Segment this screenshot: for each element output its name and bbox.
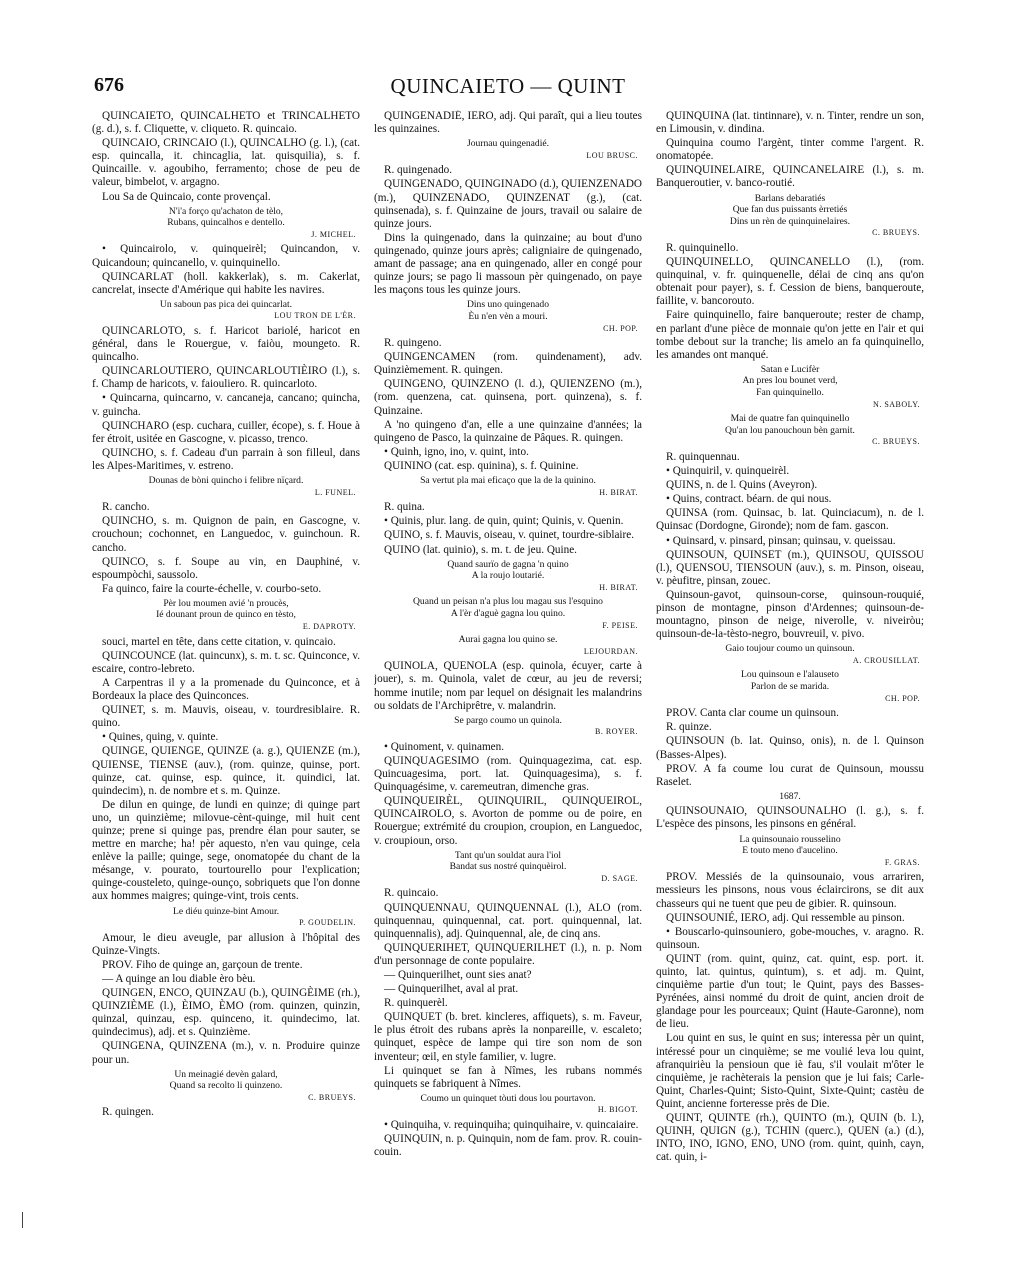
dictionary-entry: PROV. A fa coume lou curat de Quinsoun, moussu Raselet. bbox=[656, 762, 924, 788]
citation-author: F. GRAS. bbox=[884, 857, 920, 867]
citation-author: LOU TRON DE L'ÈR. bbox=[274, 311, 356, 321]
verse-line: Que fan dus puissants èrretiés bbox=[732, 204, 848, 216]
running-head: QUINCAIETO — QUINT bbox=[390, 74, 626, 98]
dictionary-entry: Li quinquet se fan à Nîmes, les rubans nommés quinquets se fabriquent à Nîmes. bbox=[374, 1064, 642, 1090]
verse-line: Barlans debaratiés bbox=[754, 192, 826, 204]
dictionary-entry: R. quingenado. bbox=[384, 164, 453, 177]
verse-line: E touto meno d'aucelino. bbox=[742, 845, 838, 857]
page-number: 676 bbox=[94, 74, 124, 96]
dictionary-entry: Fa quinco, faire la courte-échelle, v. courbo-seto. bbox=[102, 582, 322, 595]
dictionary-entry: QUINCO, s. f. Soupe au vin, en Dauphiné, v. espoumpòchi, saussolo. bbox=[92, 555, 360, 581]
dictionary-entry: QUINCARLOTO, s. f. Haricot bariolé, haricot en général, dans le Rouergue, v. faiòu, moungeto. R. quincalho. bbox=[92, 325, 360, 364]
citation-verse bbox=[374, 559, 642, 594]
verse-line: Dounas de bòni quincho i felibre nïçard. bbox=[148, 475, 304, 487]
verse-line: Gaio toujour coumo un quinsoun. bbox=[725, 643, 855, 655]
dictionary-entry: QUINQUINELLO, QUINCANELLO (l.), (rom. quinquinal, v. fr. quinquenelle, délai de cinq ans qu'on obtenait pour payer), s. f. Cession de biens, banqueroute, faillite, v. bancorouto. bbox=[656, 256, 924, 308]
dictionary-entry: QUINGENADO, QUINGINADO (d.), QUIENZENADO (m.), QUINZENADO, QUINZENAT (g.), (cat. quinsenada), s. f. Quinzaine de jours, travail ou salaire de quinze jours. bbox=[374, 178, 642, 230]
dictionary-entry: QUINO (lat. quinio), s. m. t. de jeu. Quine. bbox=[384, 543, 577, 556]
dictionary-entry: QUINSOUNAIO, QUINSOUNALHO (l. g.), s. f. L'espèce des pinsons, les pinsons en général. bbox=[656, 805, 924, 831]
citation-verse bbox=[656, 193, 924, 239]
citation-verse bbox=[92, 1069, 360, 1104]
dictionary-entry: QUININO (cat. esp. quinina), s. f. Quinine. bbox=[384, 459, 579, 472]
citation-author: D. SAGE. bbox=[601, 873, 638, 883]
verse-line: Ié dounant proun de quinco en tèsto, bbox=[156, 609, 296, 621]
verse-line: Dins un rèn de quinquinelaires. bbox=[729, 215, 851, 227]
dictionary-entry: R. quingen. bbox=[102, 1106, 154, 1119]
verse-line: Pèr lou moumen avié 'n proucès, bbox=[163, 597, 289, 609]
citation-author: A. CROUSILLAT. bbox=[852, 655, 920, 665]
dictionary-entry: • Quinsard, v. pinsard, pinsan; quinsau, v. queissau. bbox=[666, 534, 896, 547]
citation-verse bbox=[92, 475, 360, 498]
dictionary-entry: R. cancho. bbox=[102, 501, 150, 514]
dictionary-entry: • Quinoment, v. quinamen. bbox=[384, 740, 505, 753]
dictionary-entry: — Quinquerilhet, ount sies anat? bbox=[384, 969, 532, 981]
dictionary-entry: QUINCAIO, CRINCAIO (l.), QUINCALHO (g. l.), (cat. esp. quincalla, it. chincaglia, lat. quisquilia), s. f. Quincaille. v. agoubiho, ferramento; chose de peu de valeur, bimbelot, v. argagno. bbox=[92, 137, 360, 189]
citation-author: E. DAPROTY. bbox=[302, 622, 356, 632]
citation-verse bbox=[656, 834, 924, 869]
citation-verse bbox=[656, 669, 924, 704]
dictionary-entry: A Carpentras il y a la promenade du Quinconce, et à Bordeaux la place des Quinconces. bbox=[92, 676, 360, 703]
dictionary-entry: PROV. Fiho de quinge an, garçoun de trente. bbox=[102, 958, 303, 971]
dictionary-entry: • Quincarna, quincarno, v. cancaneja, cancano; quincha, v. guincha. bbox=[92, 392, 360, 418]
dictionary-entry: Amour, le dieu aveugle, par allusion à l'hôpital des Quinze-Vingts. bbox=[92, 931, 360, 957]
dictionary-entry: R. quincaio. bbox=[384, 887, 439, 900]
dictionary-entry: QUINO, s. f. Mauvis, oiseau, v. quinet, tourdre-siblaire. bbox=[384, 529, 635, 542]
dictionary-entry: — Quinquerilhet, aval al prat. bbox=[384, 983, 519, 996]
dictionary-entry: • Quines, quing, v. quinte. bbox=[102, 731, 219, 744]
citation-author: H. BIRAT. bbox=[599, 487, 638, 497]
citation-verse bbox=[92, 906, 360, 929]
citation-verse bbox=[374, 1093, 642, 1116]
dictionary-entry: • Quins, contract. béarn. de qui nous. bbox=[666, 493, 832, 506]
dictionary-entry: A 'no quingeno d'an, elle a une quinzaine d'années; la quingeno de Pasco, la quinzaine de Pâques. R. quingen. bbox=[374, 418, 642, 444]
verse-line: La quinsounaio rousselino bbox=[739, 833, 841, 845]
dictionary-entry: QUINT, QUINTE (rh.), QUINTO (m.), QUIN (b. l.), QUINH, QUIGN (g.), TCHIN (querc.), QUEN (a.) (d.), INTO, INO, IGNO, ENO, UNO (rom. quint, quinh, cayn, cat. quin, i- bbox=[656, 1112, 924, 1164]
dictionary-entry: • Quinh, igno, ino, v. quint, into. bbox=[384, 445, 529, 458]
dictionary-entry: QUINET, s. m. Mauvis, oiseau, v. tourdresiblaire. R. quino. bbox=[92, 704, 360, 730]
verse-line: Quand un peisan n'a plus lou magau sus l'esquino bbox=[413, 596, 603, 608]
dictionary-entry: • Quinquiha, v. requinquiha; quinquihaire, v. quincaiaire. bbox=[384, 1119, 639, 1132]
dictionary-entry: QUINGENA, QUINZENA (m.), v. n. Produire quinze pour un. bbox=[92, 1040, 360, 1066]
citation-verse bbox=[656, 791, 924, 803]
margin-mark bbox=[22, 1212, 23, 1228]
citation-verse bbox=[374, 850, 642, 885]
verse-line: Le diéu quinze-bint Amour. bbox=[172, 905, 280, 917]
page-header bbox=[92, 70, 924, 106]
verse-line: Mai de quatre fan quinquinello bbox=[730, 413, 850, 425]
verse-line: Aurai gagna lou quino se. bbox=[458, 634, 558, 646]
citation-verse bbox=[656, 643, 924, 666]
verse-line: Sa vertut pla mai eficaço que la de la quinino. bbox=[420, 475, 596, 487]
verse-line: Rubans, quincalhos e dentello. bbox=[167, 217, 285, 229]
dictionary-entry: QUINCARLOUTIERO, QUINCARLOUTIÈIRO (l.), s. f. Champ de haricots, v. faiouliero. R. quincarloto. bbox=[92, 365, 360, 391]
dictionary-entry: R. quinquerèl. bbox=[384, 997, 448, 1010]
dictionary-entry: QUINOLA, QUENOLA (esp. quinola, écuyer, carte à jouer), s. m. Quinola, valet de cœur, au jeu de reversi; homme inutile; nom par lequel on désignait les malandrins ou soldats de l'Archiprêtre, v. malandrin. bbox=[374, 660, 642, 712]
dictionary-entry: QUINSA (rom. Quinsac, b. lat. Quinciacum), n. de l. Quinsac (Dordogne, Gironde); nom de fam. gascon. bbox=[656, 507, 924, 533]
dictionary-entry: Faire quinquinello, faire banqueroute; rester de champ, en parlant d'une pièce de monnaie qu'on jette en l'air et qui tombe debout sur la tranche; lis amelo an fa quinquinello, les amandes ont manqué. bbox=[656, 309, 924, 361]
dictionary-entry: Lou quint en sus, le quint en sus; interessa pèr un quint, intéressé pour un cinquième; se me voulié leva lou quint, afranquirièu la pensioun que iè fau, s'il voulait m'ôter le cinquième, je rachèterais la pension que je lui fais; Carle-Quint, Charles-Quint; Sisto-Quint, Sixte-Quint; castèu de Quint, ancienne forteresse près de Die. bbox=[656, 1032, 924, 1110]
citation-author: L. FUNEL. bbox=[314, 487, 356, 497]
citation-verse bbox=[92, 299, 360, 322]
dictionary-entry: QUINCARLAT (holl. kakkerlak), s. m. Cakerlat, cancrelat, insecte d'Amérique qui habite les navires. bbox=[92, 270, 360, 296]
dictionary-entry: QUINQUINELAIRE, QUINCANELAIRE (l.), s. m. Banqueroutier, v. banco-routié. bbox=[656, 164, 924, 190]
citation-author: LOU BRUSC. bbox=[586, 150, 638, 160]
dictionary-entry: QUINCHARO (esp. cuchara, cuiller, écope), s. f. Houe à fer étroit, usitée en Gascogne, v. picasso, trenco. bbox=[92, 419, 360, 445]
dictionary-entry: R. quinze. bbox=[666, 721, 712, 734]
verse-line: A l'èr d'aguè gagna lou quino. bbox=[450, 607, 566, 619]
citation-author: C. BRUEYS. bbox=[308, 1092, 356, 1102]
verse-line: Fan quinquinello. bbox=[756, 386, 824, 398]
dictionary-entry: QUINQUIN, n. p. Quinquin, nom de fam. prov. R. couin-couin. bbox=[374, 1133, 642, 1159]
dictionary-entry: QUINQUET (b. bret. kincleres, affiquets), s. m. Faveur, le plus étroit des rubans après la nonpareille, v. escaleto; quinquet, espèce de lampe qui tire son nom de son inventeur; œil, en style familier, v. lugre. bbox=[374, 1011, 642, 1063]
verse-line: An pres lou bounet verd, bbox=[742, 375, 838, 387]
dictionary-entry: R. quina. bbox=[384, 501, 425, 514]
dictionary-entry: QUINCAIETO, QUINCALHETO et TRINCALHETO (g. d.), s. f. Cliquette, v. cliqueto. R. quincaio. bbox=[92, 110, 360, 136]
dictionary-entry: QUINSOUNIÉ, IERO, adj. Qui ressemble au pinson. bbox=[666, 911, 905, 924]
dictionary-entry: De dilun en quinge, de lundi en quinze; di quinge part uno, un quinzième; milovue-cènt-quinge, mil huit cent quinze; prene si quinge pas, prendre élan pour sauter, se mettre en marche; ha! pèr aquesto, n'en vau quinge, cela enlève la paille; quinge, sege, onomatopée du chant de la mésange, v. pourato, tourtourello pour l'explication; quinge-cousteleto, quinge-ounço, sobriquets que l'on donne aux hommes maigres; quinge-vint, trois cents. bbox=[92, 798, 360, 903]
citation-author: CH. POP. bbox=[603, 323, 638, 333]
dictionary-entry: QUINS, n. de l. Quins (Aveyron). bbox=[666, 479, 818, 492]
citation-author: B. ROYER. bbox=[595, 727, 638, 737]
dictionary-entry: souci, martel en tête, dans cette citation, v. quincaio. bbox=[102, 635, 336, 648]
citation-author: P. GOUDELIN. bbox=[299, 918, 356, 928]
dictionary-entry: QUINQUINA (lat. tintinnare), v. n. Tinter, rendre un son, en Limousin, v. dindina. bbox=[656, 110, 924, 136]
dictionary-entry: • Quinquiril, v. quinqueirèl. bbox=[666, 465, 790, 478]
citation-author: LEJOURDAN. bbox=[583, 646, 638, 656]
dictionary-entry: Dins la quingenado, dans la quinzaine; au bout d'uno quingenado, quinze jours après; caligniaire de quingenado, amant de passage; ana en quingenado, aller en congé pour quinze jours; se pago li massoun pèr quingenado, on paye les maçons tous les quinze jours. bbox=[374, 231, 642, 297]
dictionary-entry: QUINCHO, s. m. Quignon de pain, en Gascogne, v. crouchoun; cochonnet, en Languedoc, v. guinchoun. R. cancho. bbox=[92, 515, 360, 554]
column-left bbox=[92, 110, 360, 1190]
dictionary-entry: — A quinge an lou diable èro bèu. bbox=[102, 973, 256, 985]
verse-line: Dins uno quingenado bbox=[466, 299, 550, 311]
citation-verse bbox=[374, 715, 642, 738]
dictionary-entry: Quinquina coumo l'argènt, tinter comme l'argent. R. onomatopée. bbox=[656, 137, 924, 163]
dictionary-entry: PROV. Canta clar coume un quinsoun. bbox=[666, 707, 839, 720]
text-columns bbox=[92, 110, 924, 1190]
dictionary-entry: QUINGEN, ENCO, QUINZAU (b.), QUINGÈIME (rh.), QUINZIÈME (l.), ÈIMO, ÈMO (rom. quinzen, quinzin, quinzal, quinzau, esp. quinceno, it. quindecimo, lat. quindecimus), adj. et s. Quinzième. bbox=[92, 987, 360, 1039]
verse-line: A la roujo loutarié. bbox=[471, 570, 545, 582]
citation-verse bbox=[656, 413, 924, 448]
dictionary-entry: QUINQUENNAU, QUINQUENNAL (l.), ALO (rom. quinquennau, quinquennal, cat. port. quinquennal, lat. quinquennalis), adj. Quinquennal, ale, de cinq ans. bbox=[374, 901, 642, 940]
dictionary-entry: QUINSOUN (b. lat. Quinso, onis), n. de l. Quinson (Basses-Alpes). bbox=[656, 735, 924, 761]
dictionary-entry: QUINCHO, s. f. Cadeau d'un parrain à son filleul, dans les Alpes-Maritimes, v. estreno. bbox=[92, 446, 360, 472]
verse-line: Bandat sus nostré quinquèirol. bbox=[449, 861, 567, 873]
verse-line: Un saboun pas pica dei quincarlat. bbox=[159, 298, 293, 310]
column-middle bbox=[374, 110, 642, 1190]
verse-line: Qu'an lou panouchoun bèn garnit. bbox=[725, 424, 855, 436]
citation-author: F. PEISE. bbox=[602, 620, 638, 630]
dictionary-entry: QUINGE, QUIENGE, QUINZE (a. g.), QUIENZE (m.), QUIENSE, TIENSE (auv.), (rom. quinze, quinse, port. quinze, cat. quinse, esp. quince, it. quindici, lat. quindecim), n. de nombre et s. m. Quinze. bbox=[92, 745, 360, 797]
citation-author: J. MICHEL. bbox=[311, 229, 356, 239]
dictionary-entry: • Quincairolo, v. quinqueirèl; Quincandon, v. Quicandoun; quincanello, v. quinquinello. bbox=[92, 243, 360, 269]
verse-line: Un meinagié devèn galard, bbox=[174, 1068, 278, 1080]
dictionary-entry: QUINGENO, QUINZENO (l. d.), QUIENZENO (m.), (rom. quenzena, cat. quinsena, port. quinzena), s. f. Quinzaine. bbox=[374, 378, 642, 417]
dictionary-entry: QUINGENADIÉ, IERO, adj. Qui paraît, qui a lieu toutes les quinzaines. bbox=[374, 110, 642, 136]
citation-verse bbox=[92, 206, 360, 241]
verse-line: Lou quinsoun e l'alauseto bbox=[741, 669, 839, 681]
dictionary-entry: R. quinquinello. bbox=[666, 241, 739, 254]
citation-author: H. BIRAT. bbox=[599, 582, 638, 592]
dictionary-entry: QUINT (rom. quint, quinz, cat. quint, esp. port. it. quinto, lat. quintus, quintum), s. et adj. m. Quint, cinquième partie d'un tout; le Quint, pays des Basses-Pyrénées, ainsi nommé du droit de quint, ancien droit de glandage pour les pourceaux; Quint (Haute-Garonne), nom de lieu. bbox=[656, 952, 924, 1031]
citation-verse bbox=[374, 299, 642, 334]
citation-author: H. BIGOT. bbox=[597, 1105, 638, 1115]
citation-verse bbox=[374, 596, 642, 631]
verse-line: N'i'a forço qu'achaton de tèlo, bbox=[168, 205, 284, 217]
dictionary-entry: R. quingeno. bbox=[384, 337, 442, 350]
dictionary-entry: R. quinquennau. bbox=[666, 450, 740, 463]
dictionary-entry: QUINSOUN, QUINSET (m.), QUINSOU, QUISSOU (l.), QUENSOU, TIENSOUN (auv.), s. m. Pinson, oiseau, v. pèufitre, pinsan, zouec. bbox=[656, 548, 924, 587]
dictionary-entry: QUINGENCAMEN (rom. quindenament), adv. Quinzièmement. R. quingen. bbox=[374, 351, 642, 377]
verse-line: Tant qu'un souldat aura l'iol bbox=[454, 849, 562, 861]
verse-line: Quand saurïo de gagna 'n quino bbox=[447, 558, 569, 570]
verse-line: Satan e Lucifèr bbox=[760, 363, 820, 375]
verse-line: Se pargo coumo un quinola. bbox=[454, 714, 562, 726]
dictionary-page bbox=[92, 70, 924, 1190]
citation-verse bbox=[374, 634, 642, 657]
citation-verse bbox=[656, 364, 924, 410]
verse-line: Parlon de se marida. bbox=[750, 681, 830, 693]
dictionary-entry: • Bouscarlo-quinsouniero, gobe-mouches, v. aragno. R. quinsoun. bbox=[656, 925, 924, 951]
dictionary-entry: QUINCOUNCE (lat. quincunx), s. m. t. sc. Quinconce, v. escaire, contro-lebreto. bbox=[92, 649, 360, 675]
verse-line: Journau quingenadié. bbox=[466, 138, 550, 150]
dictionary-entry: Lou Sa de Quincaio, conte provençal. bbox=[102, 190, 271, 203]
dictionary-entry: PROV. Messiés de la quinsounaio, vous arrariren, messieurs les pinsons, nous vous éclaircirons, se dit aux chasseurs qui ne tuent que peu de gibier. R. quinsoun. bbox=[656, 871, 924, 910]
citation-verse bbox=[92, 598, 360, 633]
citation-author: CH. POP. bbox=[885, 693, 920, 703]
dictionary-entry: QUINQUERIHET, QUINQUERILHET (l.), n. p. Nom d'un personnage de conte populaire. bbox=[374, 941, 642, 967]
dictionary-entry: Quinsoun-gavot, quinsoun-corse, quinsoun-rouquié, pinson de montagne, pinson d'Ardennes; quinsoun-de-mountagno, pinson de neige, niverolle, v. niveiròu; quinsoun-de-la-tèsto-negro, bouvreuil, v. pivo. bbox=[656, 588, 924, 641]
citation-author: C. BRUEYS. bbox=[872, 228, 920, 238]
dictionary-entry: • Quinis, plur. lang. de quin, quint; Quinis, v. Quenin. bbox=[384, 515, 624, 528]
citation-author: C. BRUEYS. bbox=[872, 437, 920, 447]
column-right bbox=[656, 110, 924, 1190]
dictionary-entry: QUINQUAGESIMO (rom. Quinquagezima, cat. esp. Quincuagesima, port. lat. Quinquagesima), s. f. Quinquagésime, v. caremeutran, dimenche gras. bbox=[374, 755, 642, 794]
verse-line: Coumo un quinquet tòuti dous lou pourtavon. bbox=[420, 1092, 596, 1104]
citation-verse bbox=[374, 138, 642, 161]
citation-author: N. SABOLY. bbox=[873, 399, 920, 409]
dictionary-entry: QUINQUEIRÈL, QUINQUIRIL, QUINQUEIROL, QUINCAIROLO, s. Avorton de pomme ou de poire, en Rouergue; extrémité du croupion, croupion, en Languedoc, v. croupioun, orso. bbox=[374, 795, 642, 847]
verse-line: Èu n'en vèn a mouri. bbox=[468, 310, 548, 322]
citation-verse bbox=[374, 475, 642, 498]
verse-line: Quand sa recolto li quinzeno. bbox=[169, 1080, 283, 1092]
verse-line: 1687. bbox=[779, 790, 801, 802]
